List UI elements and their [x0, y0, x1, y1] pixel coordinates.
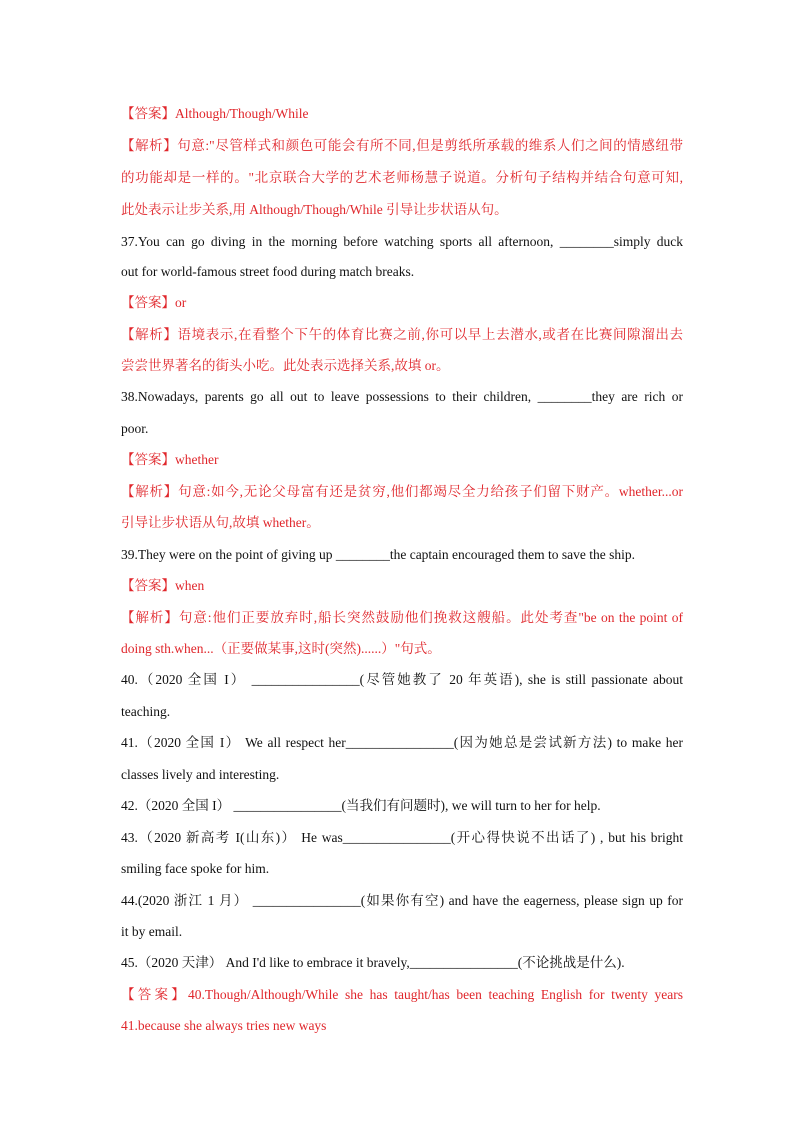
question-line: 41.（2020 全国 I） We all respect her________________(因为她总是尝试新方法) to make her — [121, 735, 683, 750]
question-line: it by email. — [121, 924, 183, 939]
answer-line: 【答案】when — [121, 578, 205, 593]
answer-line: 【答案】Although/Though/While — [121, 106, 309, 121]
question-line: 37.You can go diving in the morning before watching sports all afternoon, ________simply duck — [121, 234, 683, 249]
answer-line: 【解析】语境表示,在看整个下午的体育比赛之前,你可以早上去潜水,或者在比赛间隙溜出去 — [121, 327, 683, 342]
question-line: 42.（2020 全国 I） ________________(当我们有问题时), we will turn to her for help. — [121, 798, 601, 813]
answer-line: 【答案】40.Though/Although/While she has taught/has been teaching English for twenty years — [121, 987, 683, 1002]
answer-line: 的功能却是一样的。"北京联合大学的艺术老师杨慧子说道。分析句子结构并结合句意可知, — [121, 170, 683, 185]
answer-line: 41.because she always tries new ways — [121, 1018, 327, 1033]
question-line: 40.（2020 全国 I） ________________(尽管她教了 20 年英语), she is still passionate about — [121, 672, 683, 687]
question-line: smiling face spoke for him. — [121, 861, 270, 876]
question-line: poor. — [121, 421, 149, 436]
question-line: 45.（2020 天津） And I'd like to embrace it bravely,________________(不论挑战是什么). — [121, 955, 625, 970]
answer-line: 尝尝世界著名的街头小吃。此处表示选择关系,故填 or。 — [121, 358, 450, 373]
question-line: classes lively and interesting. — [121, 767, 280, 782]
answer-line: 【答案】whether — [121, 452, 219, 467]
answer-line: doing sth.when...（正要做某事,这时(突然)......）"句式。 — [121, 641, 441, 656]
answer-line: 【解析】句意:如今,无论父母富有还是贫穷,他们都竭尽全力给孩子们留下财产。whether...or — [121, 484, 683, 499]
answer-line: 引导让步状语从句,故填 whether。 — [121, 515, 320, 530]
question-line: teaching. — [121, 704, 171, 719]
answer-line: 此处表示让步关系,用 Although/Though/While 引导让步状语从句。 — [121, 202, 508, 217]
answer-line: 【解析】句意:他们正要放弃时,船长突然鼓励他们挽救这艘船。此处考查"be on the point of — [121, 610, 683, 625]
question-line: out for world-famous street food during match breaks. — [121, 264, 415, 279]
question-line: 44.(2020 浙江 1 月） ________________(如果你有空) and have the eagerness, please sign up for — [121, 893, 683, 908]
question-line: 43.（2020 新高考 I(山东)） He was________________(开心得快说不出话了) , but his bright — [121, 830, 683, 845]
question-line: 39.They were on the point of giving up ________the captain encouraged them to save the ship. — [121, 547, 635, 562]
question-line: 38.Nowadays, parents go all out to leave possessions to their children, ________they are rich or — [121, 389, 683, 404]
answer-line: 【解析】句意:"尽管样式和颜色可能会有所不同,但是剪纸所承载的维系人们之间的情感纽带 — [121, 138, 683, 153]
answer-line: 【答案】or — [121, 295, 187, 310]
